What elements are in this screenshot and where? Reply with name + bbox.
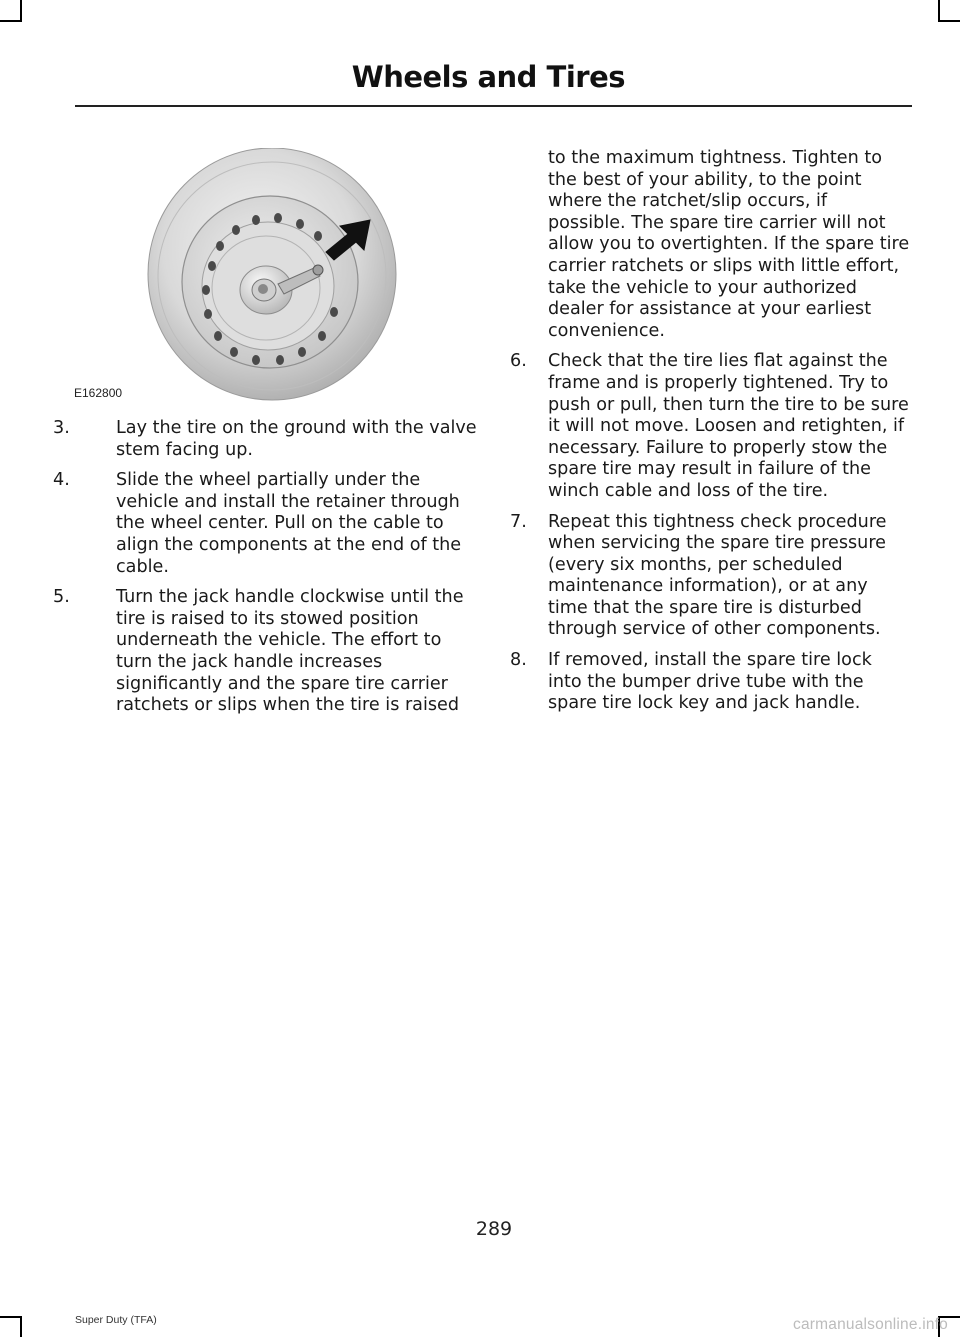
crop-mark xyxy=(0,1316,22,1318)
figure-code: E162800 xyxy=(74,386,123,400)
page-number: 289 xyxy=(475,1218,513,1240)
step-text: Check that the tire lies flat against the frame and is properly tightened. Try to push or pull, then turn the tire to be sure it will not move. Loosen and retighten, if necessary. Failure to properly stow the spare tire may result in failure of the winch cable and loss of the tire. xyxy=(548,351,909,501)
step-text: Repeat this tightness check procedure when servicing the spare tire pressure (every six months, per scheduled maintenance information), or at any time that the spare tire is disturbed through service of other components. xyxy=(548,511,887,640)
left-column xyxy=(50,418,478,726)
list-item xyxy=(50,470,478,578)
list-item xyxy=(510,512,910,642)
list-item xyxy=(50,418,478,461)
crop-mark xyxy=(20,1316,22,1337)
list-item xyxy=(510,650,910,715)
step-number: 4. xyxy=(53,470,70,491)
crop-mark xyxy=(938,20,960,22)
step-continuation: to the maximum tightness. Tighten to the best of your ability, to the point where the ratchet/slip occurs, if possible. The spare tire carrier will not allow you to overtighten. If the spare tire carrier ratchets or slips with little effort, take the vehicle to your authorized dealer for assistance at your earliest convenience. xyxy=(548,148,910,341)
list-item xyxy=(510,351,910,502)
step-number: 7. xyxy=(510,511,527,532)
list-item xyxy=(50,587,478,717)
spare-tire-illustration xyxy=(52,148,412,406)
step-text: Turn the jack handle clockwise until the tire is raised to its stowed position underneath the vehicle. The effort to turn the jack handle increases significantly and the spare tire carrier ratchets or slips when the tire is raised xyxy=(116,587,464,716)
step-text: If removed, install the spare tire lock into the bumper drive tube with the spare tire lock key and jack handle. xyxy=(548,650,872,714)
spare-tire-drawing xyxy=(52,148,412,406)
page-title: Wheels and Tires xyxy=(351,60,625,94)
right-column xyxy=(510,148,910,724)
crop-mark xyxy=(938,0,940,22)
step-number: 8. xyxy=(510,650,527,671)
footer-model: Super Duty (TFA) xyxy=(75,1314,157,1326)
header-rule xyxy=(75,105,912,107)
step-text: Slide the wheel partially under the vehicle and install the retainer through the wheel center. Pull on the cable to align the components at the end of the cable. xyxy=(116,470,462,577)
watermark-link[interactable]: carmanualsonline.info xyxy=(793,1316,948,1333)
crop-mark xyxy=(20,0,22,22)
step-text: Lay the tire on the ground with the valve stem facing up. xyxy=(116,418,477,460)
step-number: 5. xyxy=(53,587,70,608)
step-number: 6. xyxy=(510,351,527,372)
crop-mark xyxy=(0,20,22,22)
step-number: 3. xyxy=(53,418,70,438)
